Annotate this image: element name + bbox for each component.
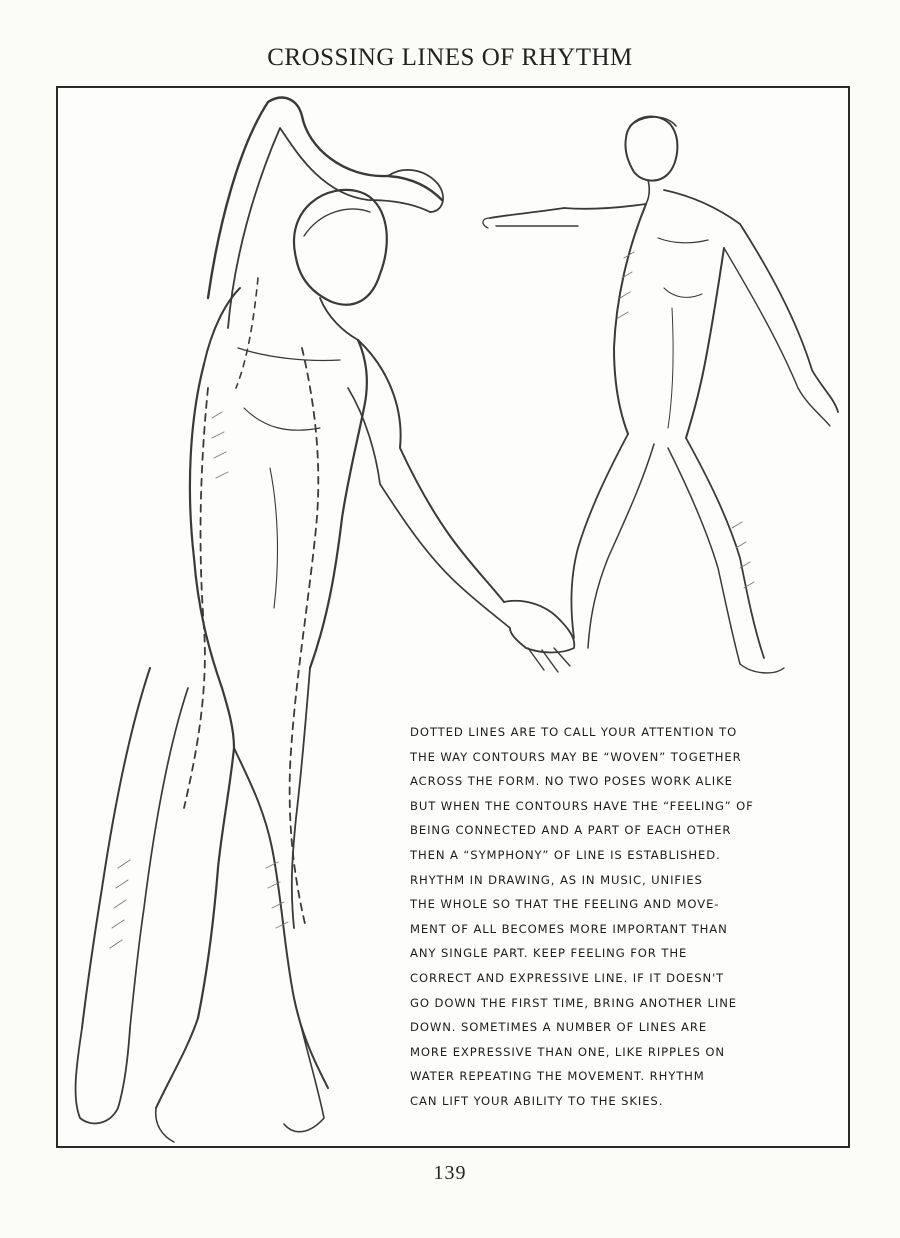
caption-line: RHYTHM IN DRAWING, AS IN MUSIC, UNIFIES (410, 872, 703, 887)
caption-line: GO DOWN THE FIRST TIME, BRING ANOTHER LINE (410, 995, 737, 1010)
caption-line: BUT WHEN THE CONTOURS HAVE THE “FEELING” OF (410, 798, 754, 813)
caption-line: BEING CONNECTED AND A PART OF EACH OTHER (410, 823, 732, 838)
caption-line: WATER REPEATING THE MOVEMENT. RHYTHM (410, 1069, 705, 1084)
caption-line: THE WHOLE SO THAT THE FEELING AND MOVE- (410, 897, 720, 912)
figure-drawing-arms-outstretched-icon (478, 108, 850, 688)
page-number: 139 (433, 1162, 467, 1184)
caption-line: DOTTED LINES ARE TO CALL YOUR ATTENTION TO (410, 725, 738, 739)
caption-text (410, 720, 815, 1114)
caption-line: DOWN. SOMETIMES A NUMBER OF LINES ARE (410, 1020, 708, 1035)
page-title: CROSSING LINES OF RHYTHM (267, 44, 633, 71)
caption-line: ACROSS THE FORM. NO TWO POSES WORK ALIKE (410, 774, 733, 789)
caption-line: CORRECT AND EXPRESSIVE LINE. IF IT DOESN'T (410, 970, 725, 985)
caption-line: THEN A “SYMPHONY” OF LINE IS ESTABLISHED. (410, 847, 721, 862)
caption-line: CAN LIFT YOUR ABILITY TO THE SKIES. (410, 1093, 664, 1108)
caption-line: THE WAY CONTOURS MAY BE “WOVEN” TOGETHER (410, 749, 742, 764)
caption-line: ANY SINGLE PART. KEEP FEELING FOR THE (410, 946, 688, 961)
caption-line: MORE EXPRESSIVE THAN ONE, LIKE RIPPLES ON (410, 1044, 725, 1059)
illustration-plate (56, 86, 850, 1148)
caption-line: MENT OF ALL BECOMES MORE IMPORTANT THAN (410, 921, 728, 936)
